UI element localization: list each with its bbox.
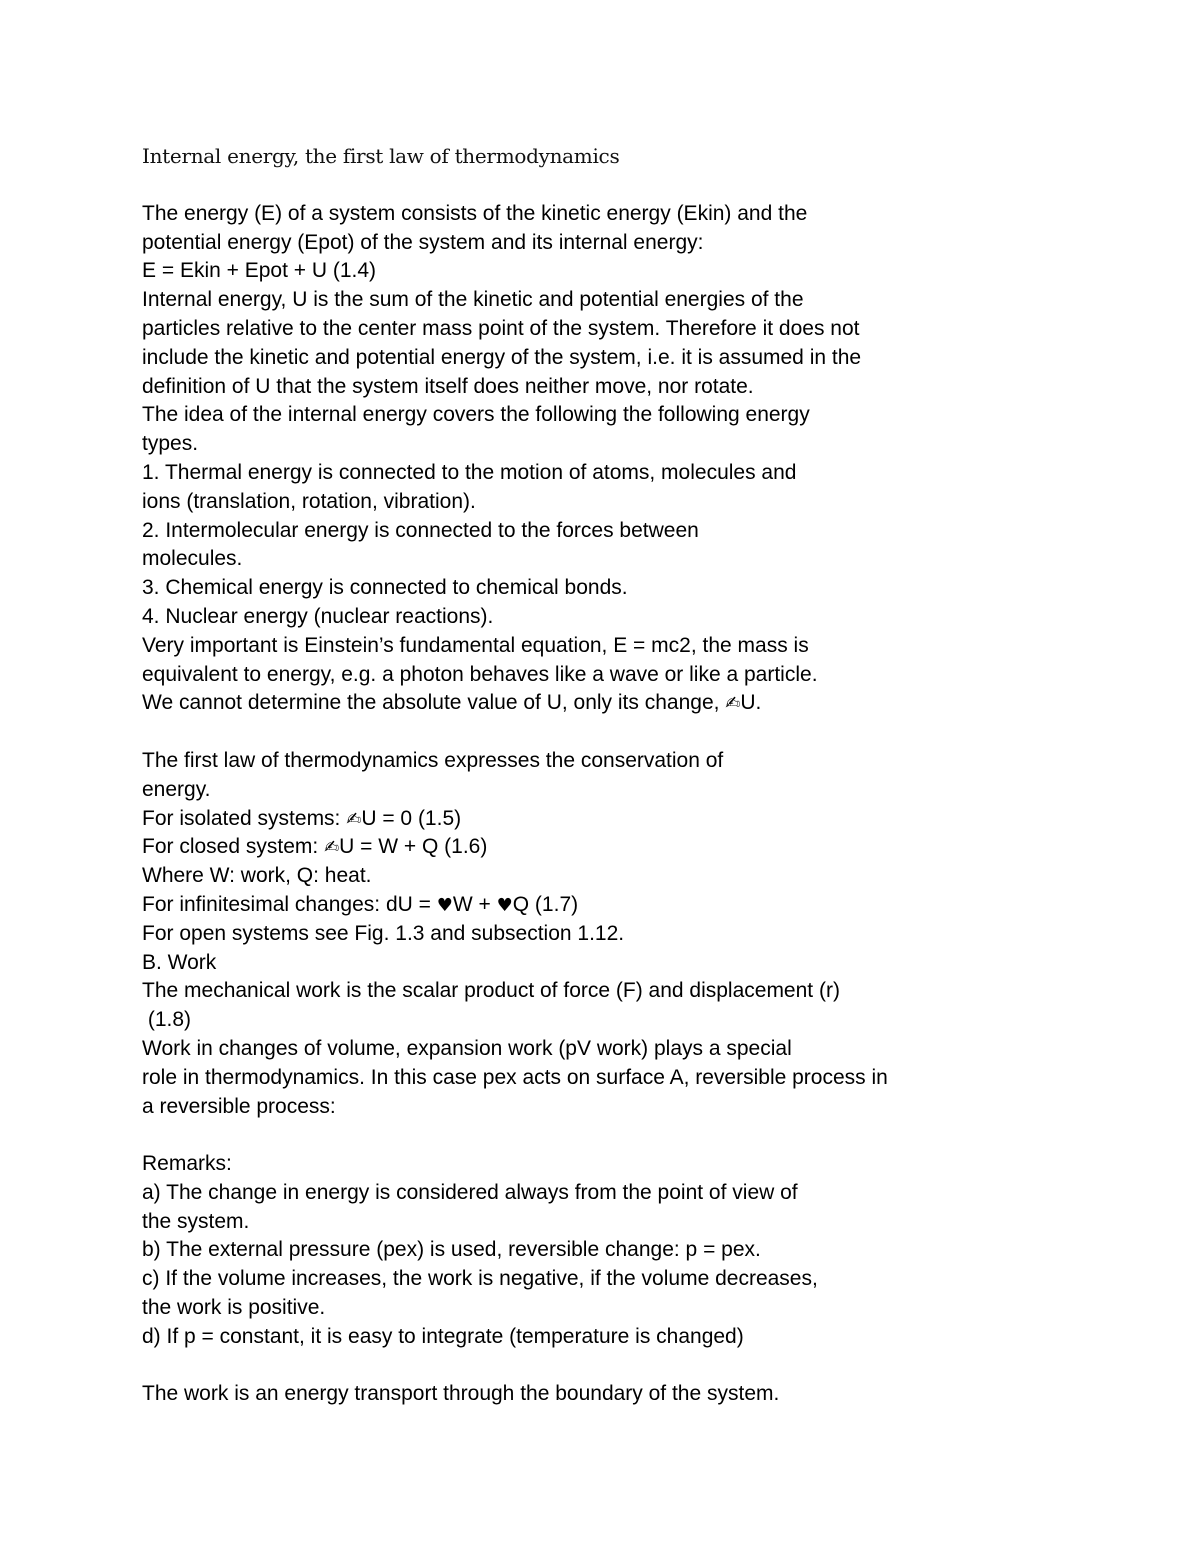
text-fragment: For infinitesimal changes: dU = (142, 892, 437, 916)
paragraph-energy-definition (142, 200, 1042, 718)
text-line: potential energy (Epot) of the system and its internal energy: (142, 230, 704, 254)
text-line: definition of U that the system itself does neither move, nor rotate. (142, 374, 754, 398)
text-fragment: U = W + Q (1.6) (339, 835, 488, 859)
paragraph-remarks (142, 1150, 1042, 1352)
text-line: the system. (142, 1209, 250, 1233)
equation-closed (142, 833, 1042, 862)
equation-isolated (142, 805, 1042, 834)
text-line: energy. (142, 777, 211, 801)
text-fragment: We cannot determine the absolute value of U, only its change, (142, 691, 726, 715)
text-line: the work is positive. (142, 1296, 326, 1320)
heart-glyph-icon: ♥ (436, 894, 453, 916)
text-line: include the kinetic and potential energy of the system, i.e. it is assumed in the (142, 345, 862, 369)
text-line: E = Ekin + Epot + U (1.4) (142, 259, 377, 283)
pen-glyph-icon: ✍ (725, 693, 741, 715)
text-line: equivalent to energy, e.g. a photon behaves like a wave or like a particle. (142, 662, 818, 686)
blank-line (142, 1352, 1042, 1381)
document-title: Internal energy, the first law of thermodynamics (142, 144, 620, 168)
pen-glyph-icon: ✍ (324, 837, 340, 859)
text-line: The energy (E) of a system consists of the kinetic energy (Ekin) and the (142, 201, 808, 225)
paragraph-first-law (142, 747, 1042, 1121)
text-fragment: For isolated systems: (142, 806, 347, 830)
document-content (142, 142, 1042, 1409)
text-fragment: W + (452, 892, 497, 916)
remark-b: b) The external pressure (pex) is used, reversible change: p = pex. (142, 1238, 761, 1262)
text-line: a reversible process: (142, 1094, 336, 1118)
text-line: The work is an energy transport through the boundary of the system. (142, 1382, 780, 1406)
text-line: For open systems see Fig. 1.3 and subsection 1.12. (142, 921, 625, 945)
remark-c: c) If the volume increases, the work is negative, if the volume decreases, (142, 1267, 818, 1291)
text-fragment: U. (740, 691, 762, 715)
list-item-thermal: 1. Thermal energy is connected to the motion of atoms, molecules and (142, 460, 797, 484)
equation-label: (1.8) (142, 1008, 192, 1032)
pen-glyph-icon: ✍ (346, 808, 362, 830)
paragraph-work-transport (142, 1380, 1042, 1409)
text-fragment: U = 0 (1.5) (361, 806, 462, 830)
text-line: Very important is Einstein’s fundamental equation, E = mc2, the mass is (142, 633, 809, 657)
text-fragment: For closed system: (142, 835, 325, 859)
text-line: The idea of the internal energy covers the following the following energy (142, 403, 810, 427)
section-heading-work: B. Work (142, 950, 217, 974)
remarks-heading: Remarks: (142, 1152, 232, 1176)
text-line: The mechanical work is the scalar product of force (F) and displacement (r) (142, 979, 840, 1003)
equation-infinitesimal (142, 891, 1042, 920)
text-line: ions (translation, rotation, vibration). (142, 489, 476, 513)
text-line: role in thermodynamics. In this case pex acts on surface A, reversible process in (142, 1065, 888, 1089)
blank-line (142, 171, 1042, 200)
text-line: types. (142, 432, 199, 456)
blank-line (142, 1121, 1042, 1150)
list-item-chemical: 3. Chemical energy is connected to chemical bonds. (142, 576, 628, 600)
text-line: Work in changes of volume, expansion work (pV work) plays a special (142, 1036, 792, 1060)
text-fragment: Q (1.7) (512, 892, 579, 916)
remark-a: a) The change in energy is considered always from the point of view of (142, 1180, 798, 1204)
heart-glyph-icon: ♥ (496, 894, 513, 916)
text-line: Internal energy, U is the sum of the kinetic and potential energies of the (142, 288, 804, 312)
remark-d: d) If p = constant, it is easy to integrate (temperature is changed) (142, 1324, 744, 1348)
text-line: molecules. (142, 547, 243, 571)
list-item-intermolecular: 2. Intermolecular energy is connected to the forces between (142, 518, 699, 542)
text-line: Where W: work, Q: heat. (142, 864, 372, 888)
text-line-absolute-value (142, 689, 1042, 718)
blank-line (142, 718, 1042, 747)
text-line: The first law of thermodynamics expresses the conservation of (142, 748, 724, 772)
list-item-nuclear: 4. Nuclear energy (nuclear reactions). (142, 604, 494, 628)
text-line: particles relative to the center mass point of the system. Therefore it does not (142, 316, 860, 340)
